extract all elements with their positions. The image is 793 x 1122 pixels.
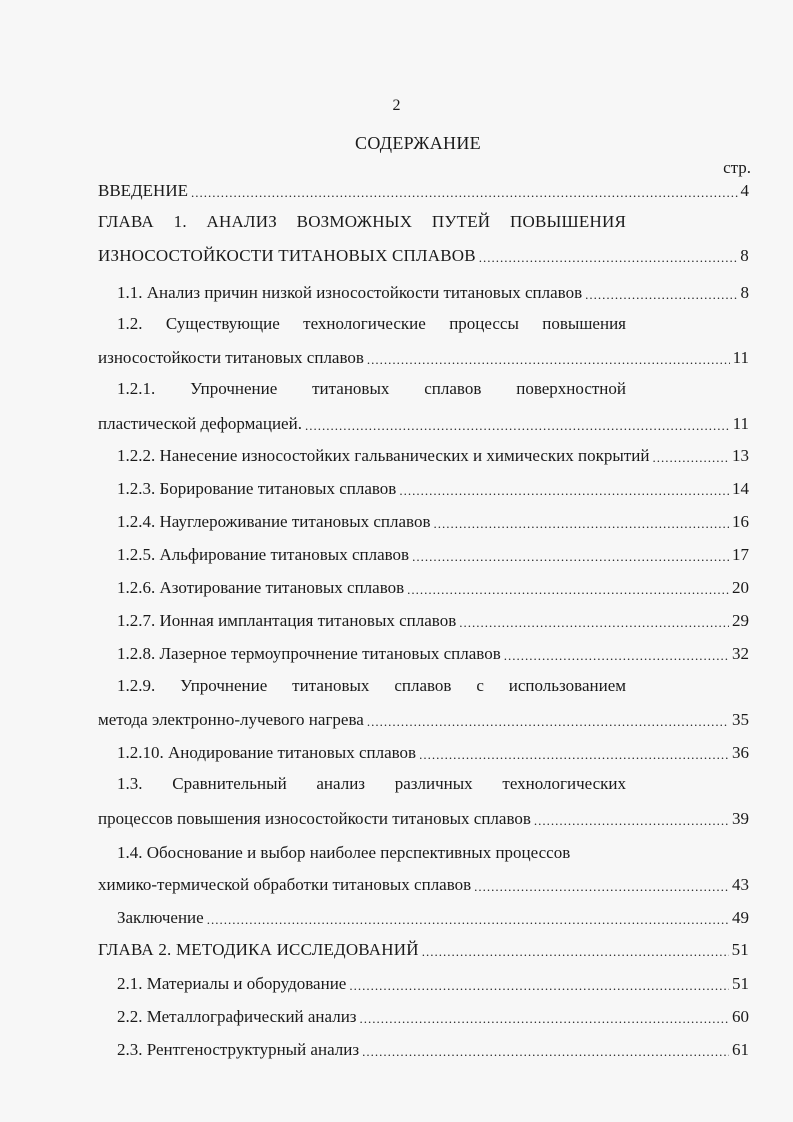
toc-entry-title: химико-термической обработки титановых сплавов	[98, 875, 472, 894]
toc-entry[interactable]	[117, 905, 749, 929]
toc-entry-title: ИЗНОСОСТОЙКОСТИ ТИТАНОВЫХ СПЛАВОВ	[98, 246, 476, 265]
toc-entry-title: метода электронно-лучевого нагрева	[98, 710, 364, 729]
toc-entry-page: 43	[732, 875, 749, 894]
toc-entry-page: 14	[732, 479, 749, 498]
leader-dots	[367, 713, 729, 731]
toc-entry[interactable]	[117, 1004, 749, 1028]
toc-entry[interactable]	[117, 1037, 749, 1061]
toc-entry-title: 1.2.7. Ионная имплантация титановых сплавов	[117, 611, 457, 630]
toc-entry-title: процессов повышения износостойкости титановых сплавов	[98, 809, 531, 828]
pages-column-label: стр.	[723, 158, 751, 177]
toc-entry[interactable]	[117, 971, 749, 995]
toc-entry-title: 2.2. Металлографический анализ	[117, 1007, 357, 1026]
toc-entry-continued	[98, 211, 626, 235]
toc-entry[interactable]	[98, 345, 749, 369]
toc-entry-title: 1.1. Анализ причин низкой износостойкости титановых сплавов	[117, 283, 583, 302]
leader-dots	[349, 977, 729, 995]
leader-dots	[479, 249, 738, 267]
toc-entry[interactable]	[98, 806, 749, 830]
toc-entry-page: 51	[731, 940, 749, 959]
leader-dots	[474, 878, 729, 896]
toc-entry-title: ГЛАВА 2. МЕТОДИКА ИССЛЕДОВАНИЙ	[98, 940, 419, 959]
toc-entry-page: 35	[732, 710, 749, 729]
toc-entry[interactable]	[117, 443, 749, 467]
leader-dots	[367, 351, 730, 369]
toc-entry-page: 4	[740, 181, 749, 200]
toc-entry[interactable]	[98, 872, 749, 896]
leader-dots	[407, 581, 729, 599]
toc-entry-title: 2.3. Рентгеноструктурный анализ	[117, 1040, 360, 1059]
leader-dots	[652, 449, 729, 467]
toc-entry-title: износостойкости титановых сплавов	[98, 348, 364, 367]
leader-dots	[362, 1043, 729, 1061]
toc-entry[interactable]	[117, 280, 749, 304]
toc-entry-title: 1.2.9. Упрочнение титановых сплавов с использованием	[117, 676, 626, 695]
toc-entry-title: 1.2. Существующие технологические процессы повышения	[117, 314, 626, 333]
toc-entry-title: 1.2.3. Борирование титановых сплавов	[117, 479, 397, 498]
leader-dots	[504, 647, 729, 665]
page-number: 2	[392, 97, 401, 114]
toc-entry-title: пластической деформацией.	[98, 414, 302, 433]
toc-entry-page: 36	[732, 743, 749, 762]
toc-entry-page: 60	[732, 1007, 749, 1026]
toc-entry[interactable]	[117, 608, 749, 632]
leader-dots	[412, 548, 729, 566]
toc-entry-title: 1.4. Обоснование и выбор наиболее перспективных процессов	[117, 843, 571, 862]
toc-entry[interactable]	[117, 476, 749, 500]
toc-entry-continued	[117, 840, 749, 864]
leader-dots	[534, 812, 729, 830]
leader-dots	[399, 482, 729, 500]
toc-entry-page: 51	[732, 974, 749, 993]
toc-entry[interactable]	[98, 411, 749, 435]
toc-entry-title: 1.2.10. Анодирование титановых сплавов	[117, 743, 417, 762]
leader-dots	[433, 515, 729, 533]
toc-entry-page: 61	[732, 1040, 749, 1059]
toc-entry-page: 20	[732, 578, 749, 597]
toc-entry-page: 11	[732, 348, 749, 367]
toc-entry-title: ВВЕДЕНИЕ	[98, 181, 188, 200]
toc-entry[interactable]	[98, 707, 749, 731]
toc-entry-page: 8	[740, 246, 749, 265]
toc-entry-title: ГЛАВА 1. АНАЛИЗ ВОЗМОЖНЫХ ПУТЕЙ ПОВЫШЕНИЯ	[98, 212, 626, 231]
toc-entry-page: 11	[732, 414, 749, 433]
toc-entry-title: Заключение	[117, 908, 204, 927]
toc-entry-title: 2.1. Материалы и оборудование	[117, 974, 347, 993]
toc-entry-title: 1.2.1. Упрочнение титановых сплавов поверхностной	[117, 379, 626, 398]
toc-entry-continued	[117, 773, 626, 797]
toc-entry-page: 29	[732, 611, 749, 630]
leader-dots	[585, 286, 737, 304]
toc-entry-page: 49	[732, 908, 749, 927]
toc-entry-page: 8	[740, 283, 749, 302]
toc-entry-title: 1.2.8. Лазерное термоупрочнение титановых сплавов	[117, 644, 501, 663]
toc-entry-continued	[117, 313, 626, 337]
leader-dots	[207, 911, 729, 929]
toc-entry[interactable]	[117, 542, 749, 566]
toc-entry[interactable]	[117, 641, 749, 665]
toc-entry-title: 1.2.5. Альфирование титановых сплавов	[117, 545, 410, 564]
toc-entry[interactable]	[117, 509, 749, 533]
toc-entry-page: 32	[732, 644, 749, 663]
toc-entry-continued	[117, 675, 626, 699]
leader-dots	[419, 746, 729, 764]
toc-entry[interactable]	[98, 178, 749, 202]
toc-entry-title: 1.2.4. Науглероживание титановых сплавов	[117, 512, 431, 531]
leader-dots	[305, 417, 730, 435]
toc-entry[interactable]	[98, 937, 749, 961]
toc-entry-title: 1.2.6. Азотирование титановых сплавов	[117, 578, 405, 597]
toc-entry-page: 39	[732, 809, 749, 828]
toc-entry[interactable]	[117, 740, 749, 764]
toc-entry[interactable]	[117, 575, 749, 599]
toc-entry-continued	[117, 378, 626, 402]
leader-dots	[360, 1010, 729, 1028]
toc-entry-page: 13	[732, 446, 749, 465]
toc-entry-title: 1.2.2. Нанесение износостойких гальванических и химических покрытий	[117, 446, 650, 465]
leader-dots	[459, 614, 729, 632]
toc-entry-title: 1.3. Сравнительный анализ различных технологических	[117, 774, 626, 793]
leader-dots	[191, 184, 738, 202]
page-title: СОДЕРЖАНИЕ	[355, 133, 481, 153]
toc-entry-page: 16	[732, 512, 749, 531]
toc-entry[interactable]	[98, 243, 749, 267]
leader-dots	[422, 943, 729, 961]
toc-entry-page: 17	[732, 545, 749, 564]
